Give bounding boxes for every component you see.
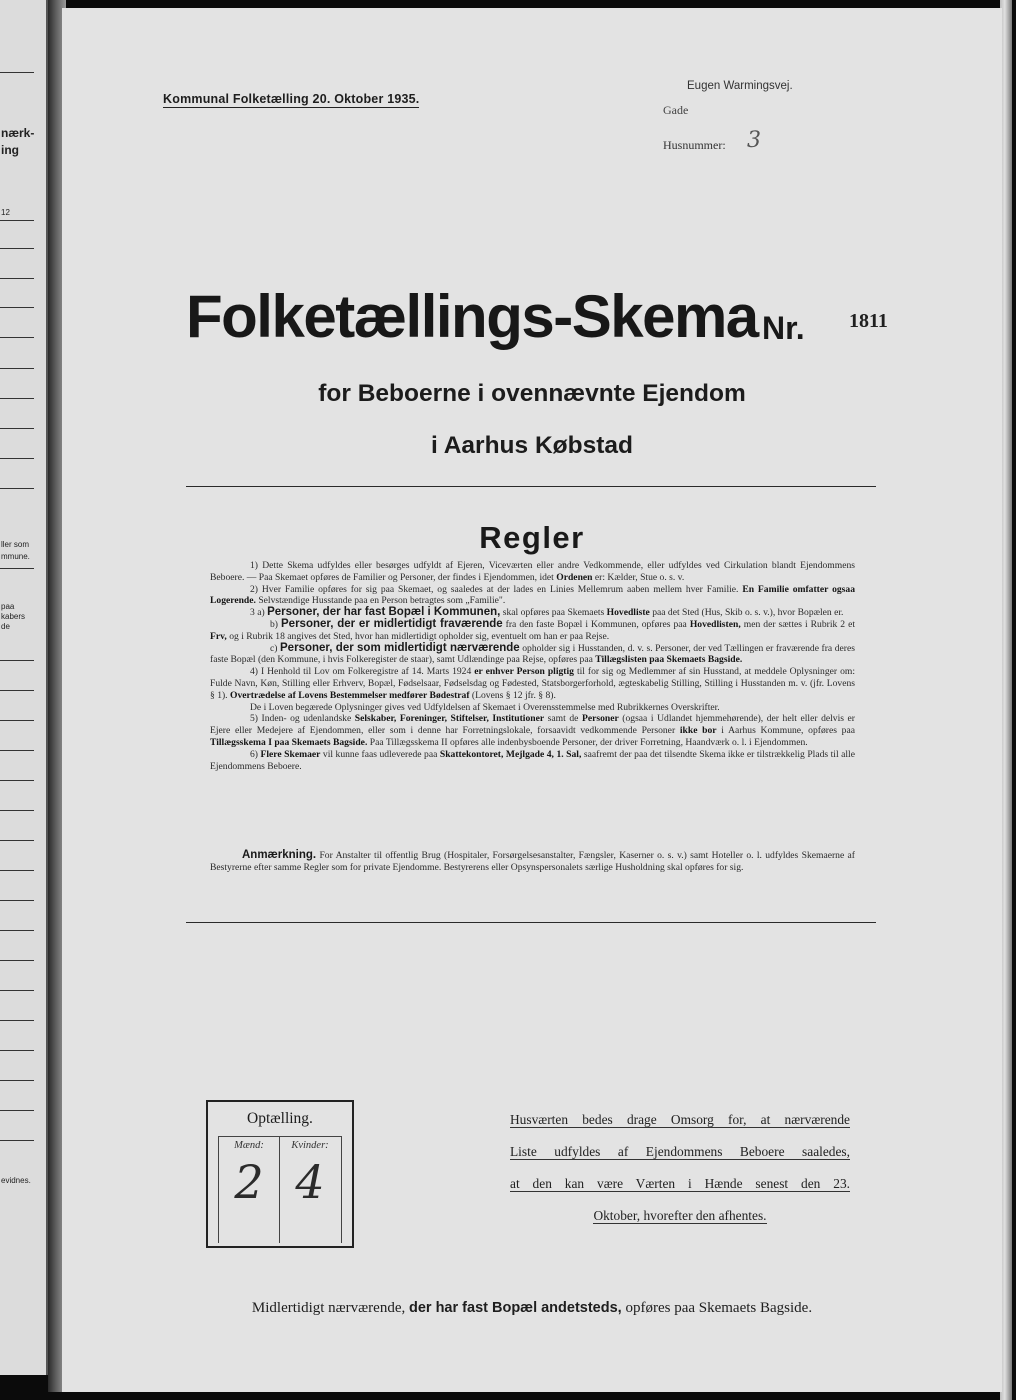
- landlord-notice: [510, 1110, 850, 1238]
- left-fragment: paa: [1, 602, 15, 611]
- left-rule: [0, 220, 34, 221]
- rule-paragraph: b) Personer, der er midlertidigt fraværende fra den faste Bopæl i Kommunen, opføres paa Hovedlisten, men der sættes i Rubrik 2 et Frv, og i Rubrik 18 angives det Sted, hvor han midlertidigt opholder sig, eventuelt om han er paa Rejse.: [210, 617, 856, 642]
- left-rule: [0, 488, 34, 489]
- left-rule: [0, 278, 34, 279]
- women-label: Kvinder:: [291, 1140, 329, 1151]
- men-count: 2: [234, 1155, 264, 1209]
- left-rule: [0, 750, 34, 751]
- count-table: [218, 1136, 342, 1243]
- divider: [186, 922, 876, 923]
- left-rule: [0, 1080, 34, 1081]
- form-subtitle: for Beboerne i ovennævnte Ejendom: [318, 380, 746, 407]
- left-rule: [0, 720, 34, 721]
- remark-heading: Anmærkning.: [242, 849, 317, 861]
- left-rule: [0, 870, 34, 871]
- left-rule: [0, 960, 34, 961]
- rule-paragraph: 6) Flere Skemaer vil kunne faas udleverede paa Skattekontoret, Mejlgade 4, 1. Sal, saafremt der paa det tilsendte Skema ikke er tilstrækkelig Plads til alle Ejendommens Beboere.: [210, 748, 855, 772]
- rule-paragraph: 1) Dette Skema udfyldes eller besørges udfyldt af Ejeren, Viceværten eller andre Vedkommende, eller udfyldes ved Cirkulation blandt Ejendommens Beboere. — Paa Skemaet opføres de Familier og Personer, der findes i Ejendommen, idet Ordenen er: Kælder, Stue o. s. v.: [210, 560, 855, 583]
- men-label: Mænd:: [234, 1140, 264, 1151]
- left-fragment: mmune.: [1, 552, 30, 561]
- notice-line: Liste udfyldes af Ejendommens Beboere saaledes,: [510, 1144, 850, 1159]
- notice-line: at den kan være Værten i Hænde senest den 23.: [510, 1176, 850, 1191]
- remark-text: For Anstalter til offentlig Brug (Hospitaler, Forsørgelsesanstalter, Fængsler, Kaserner o. s. v.) samt Hoteller o. l. udfyldes Skemaerne af Bestyrerne efter samme Regler som for private Ejendomme. Bestyrerens eller Opsynspersonalets særlige Husholdning skal opføres for sig.: [210, 850, 855, 873]
- left-rule: [0, 428, 34, 429]
- left-rule: [0, 780, 34, 781]
- left-rule: [0, 1050, 34, 1051]
- left-fragment: kabers: [1, 612, 26, 621]
- left-rule: [0, 930, 34, 931]
- divider: [186, 486, 876, 487]
- left-rule: [0, 368, 34, 369]
- left-rule: [0, 307, 34, 308]
- left-rule: [0, 900, 34, 901]
- left-fragment: evidnes.: [1, 1176, 31, 1185]
- rule-paragraph: De i Loven begærede Oplysninger gives ved Udfyldelsen af Skemaet i Overensstemmelse med Rubrikkernes Overskrifter.: [250, 701, 720, 713]
- remark: [210, 850, 855, 874]
- form-number-value: 1811: [849, 310, 888, 332]
- left-rule: [0, 248, 34, 249]
- form-title: Folketællings-Skema: [186, 283, 758, 350]
- form-number-label: Nr.: [762, 310, 805, 346]
- left-rule: [0, 1140, 34, 1141]
- notice-line: Husværten bedes drage Omsorg for, at nærværende: [510, 1112, 850, 1127]
- census-label: Kommunal Folketælling 20. Oktober 1935.: [163, 92, 420, 106]
- house-number-label: Husnummer:: [663, 138, 726, 152]
- rules-heading: Regler: [479, 520, 585, 555]
- left-rule: [0, 1110, 34, 1111]
- left-rule: [0, 840, 34, 841]
- street-label: Gade: [663, 103, 689, 117]
- left-rule: [0, 398, 34, 399]
- footer-note: Midlertidigt nærværende, der har fast Bopæl andetsteds, opføres paa Skemaets Bagside.: [251, 1300, 813, 1316]
- left-rule: [0, 337, 34, 338]
- rule-paragraph: 5) Inden- og udenlandske Selskaber, Foreninger, Stiftelser, Institutioner samt de Personer (ogsaa i Udlandet hjemmehørende), der helt eller delvis er Ejere eller Medejere af Ejendommen, eller som i denne har Forretningslokale, forsaavidt vedkommende Personer ikke bor i Aarhus Kommune, opføres paa Tillægsskema I paa Skemaets Bagside. Paa Tillægsskema II opføres alle indenbysboende Personer, der driver Forretning, Haandværk o. l. i Ejendommen.: [210, 713, 856, 748]
- street-value: Eugen Warmingsvej.: [687, 80, 793, 92]
- notice-line: Oktober, hvorefter den afhentes.: [593, 1208, 767, 1223]
- previous-page-edge: [0, 0, 48, 1375]
- count-title: Optælling.: [247, 1110, 313, 1127]
- house-number-value: 3: [747, 128, 761, 153]
- left-rule: [0, 458, 34, 459]
- rules-text: [210, 560, 855, 772]
- left-rule: [0, 690, 34, 691]
- rule-paragraph: 2) Hver Familie opføres for sig paa Skemaet, og saaledes at der lades en Linies Mellemrum aaben mellem hver Familie. En Familie omfatter ogsaa Logerende. Selvstændige Husstande paa en Person betragtes som „Familie".: [210, 583, 855, 607]
- left-rule: [0, 990, 34, 991]
- women-count: 4: [295, 1155, 325, 1209]
- rule-paragraph: c) Personer, der som midlertidigt nærværende opholder sig i Husstanden, d. v. s. Personer, der ved Tællingen er fraværende fra deres faste Bopæl (den Kommune, i hvis Folkeregister de staar), samt Udlændinge paa Rejse, opføres paa Tillægslisten paa Skemaets Bagside.: [210, 641, 855, 666]
- left-rule: [0, 810, 34, 811]
- count-box: [206, 1100, 354, 1248]
- left-rule: [0, 568, 34, 569]
- census-form-page: [62, 8, 1002, 1392]
- left-fragment: de: [1, 622, 10, 631]
- left-rule: [0, 660, 34, 661]
- left-fragment: ing: [1, 143, 19, 157]
- rule-paragraph: 4) I Henhold til Lov om Folkeregistre af 14. Marts 1924 er enhver Person pligtig til for sig og Medlemmer af sin Husstand, at meddele Oplysninger om: Fulde Navn, Køn, Stilling eller Erhverv, Bopæl, Fødselsaar, Fødselsdag og Fødested, Statsborgerforhold, ægteskabelig Stilling, Stilling i Husstanden m. v. (jfr. Lovens § 1). Overtrædelse af Lovens Bestemmelser medfører Bødestraf (Lovens § 12 jfr. § 8).: [210, 666, 855, 701]
- form-subtitle-city: i Aarhus Købstad: [431, 432, 633, 459]
- rule-paragraph: 3 a) Personer, der har fast Bopæl i Kommunen, skal opføres paa Skemaets Hovedliste paa det Sted (Hus, Skib o. s. v.), hvor Bopælen er.: [250, 606, 844, 619]
- left-fragment: nærk-: [1, 126, 35, 140]
- left-rule: [0, 1020, 34, 1021]
- left-fragment: ller som: [1, 540, 30, 549]
- left-fragment: 12: [1, 208, 10, 217]
- left-rule: [0, 72, 34, 73]
